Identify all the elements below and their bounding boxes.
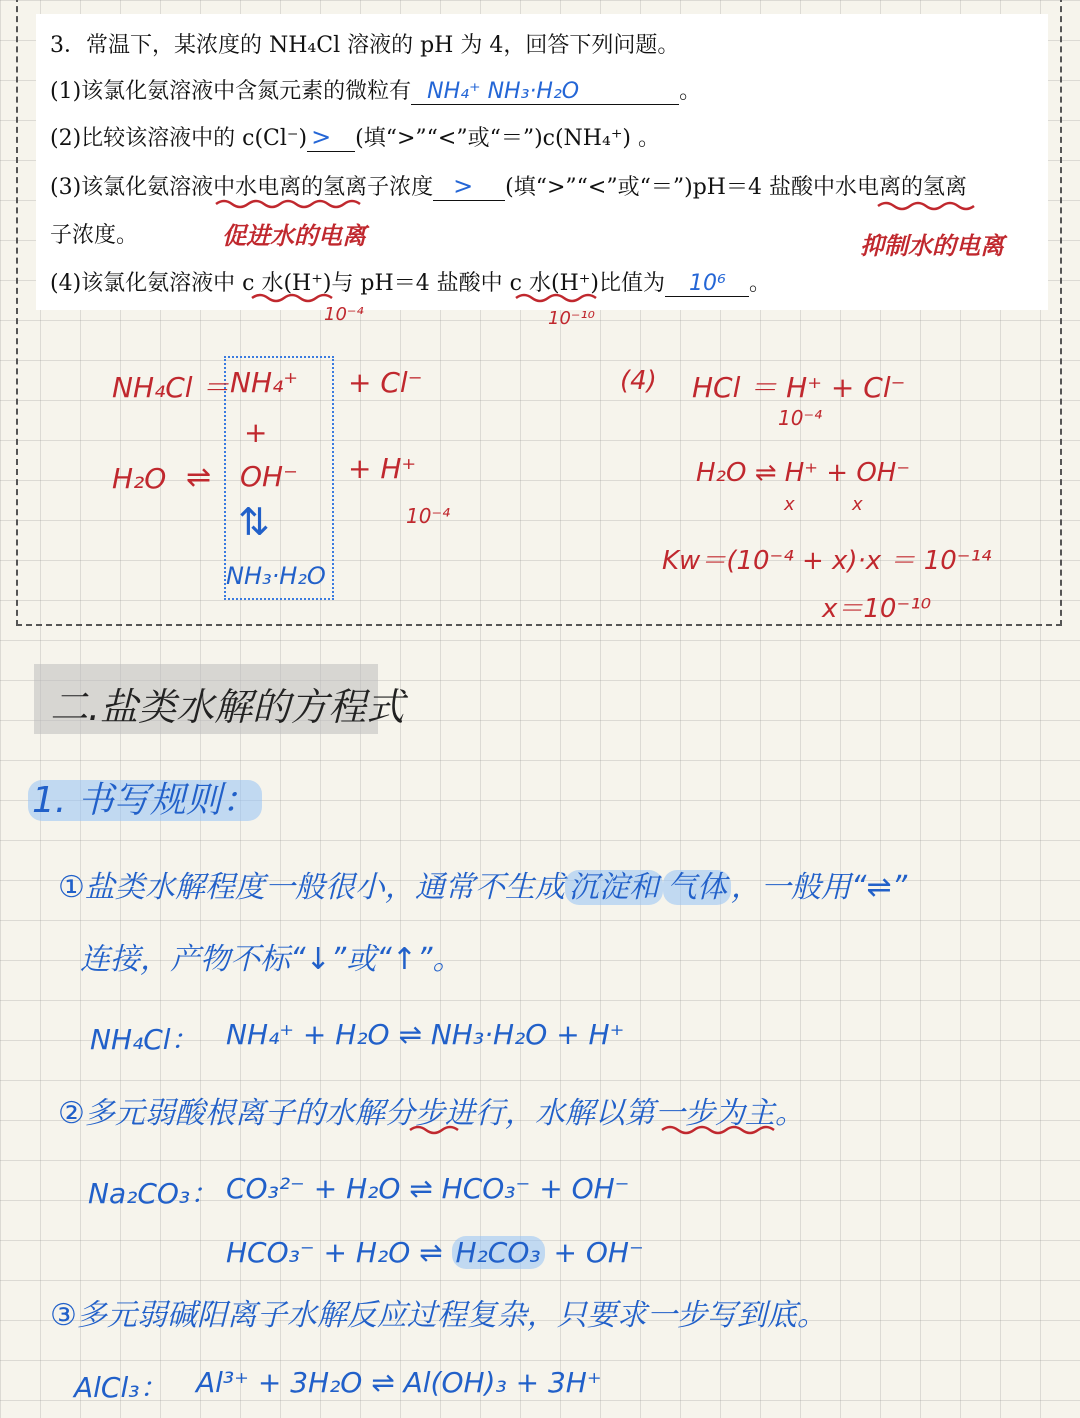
example-1-equation: NH₄⁺ + H₂O ⇌ NH₃·H₂O + H⁺ <box>226 1018 625 1051</box>
work-right-label: (4) <box>620 366 657 396</box>
annotation-promote: 促进水的电离 <box>222 222 366 250</box>
work-right-eq2: H₂O ⇌ H⁺ + OH⁻ <box>696 458 911 488</box>
q4-text: (4)该氯化氨溶液中 c 水(H⁺)与 pH＝4 盐酸中 c 水(H⁺)比值为 <box>50 271 665 296</box>
work-right-x1: x <box>784 494 795 515</box>
work-right-eq1: HCl ＝ H⁺ + Cl⁻ <box>692 371 906 404</box>
work-right-x2: x <box>852 494 863 515</box>
annotation-inhibit: 抑制水的电离 <box>860 232 1004 260</box>
annotation-value-2: 10⁻¹⁰ <box>548 308 595 329</box>
squiggle-underline <box>250 290 340 304</box>
example-1-label: NH₄Cl： <box>90 1023 199 1056</box>
work-h2o: H₂O <box>112 462 167 495</box>
q2-answer: > <box>311 123 332 151</box>
q2-end: (填“>”“<”或“＝”)c(NH₄⁺) 。 <box>355 126 661 151</box>
squiggle-underline <box>514 290 604 304</box>
work-right-kw: Kw＝(10⁻⁴ + x)·x ＝ 10⁻¹⁴ <box>662 546 992 576</box>
section-title: 二.盐类水解的方程式 <box>50 685 405 729</box>
work-nh4: NH₄⁺ <box>230 366 299 399</box>
q1-blank <box>411 79 679 105</box>
example-2-equation-2: HCO₃⁻ + H₂O ⇌ H₂CO₃ + OH⁻ <box>226 1236 644 1269</box>
q3-end: (填“>”“<”或“＝”)pH＝4 盐酸中水电离的氢离 <box>505 175 967 200</box>
question-part-3 <box>50 170 967 201</box>
question-part-2 <box>50 121 660 152</box>
example-2-equation-1: CO₃²⁻ + H₂O ⇌ HCO₃⁻ + OH⁻ <box>226 1172 630 1205</box>
q4-blank <box>665 271 749 297</box>
q3-blank <box>433 172 505 201</box>
rule-title: 1. 书写规则： <box>28 772 262 823</box>
example-3-equation: Al³⁺ + 3H₂O ⇌ Al(OH)₃ + 3H⁺ <box>196 1366 602 1399</box>
question-part-4 <box>50 266 771 297</box>
example-2-label: Na₂CO₃： <box>88 1177 219 1210</box>
example-3-label: AlCl₃： <box>74 1371 168 1404</box>
work-right-solution: x＝10⁻¹⁰ <box>822 594 932 624</box>
work-plus: + <box>244 416 268 449</box>
work-oh: OH⁻ <box>240 460 298 493</box>
q3-text: (3)该氯化氨溶液中水电离的氢离子浓度 <box>50 175 434 200</box>
q1-answer: NH₄⁺ NH₃·H₂O <box>427 79 580 104</box>
work-nh3h2o: NH₃·H₂O <box>226 562 326 590</box>
work-right-eq1-value: 10⁻⁴ <box>778 406 823 430</box>
q4-end: 。 <box>748 271 771 296</box>
rule-1: ①盐类水解程度一般很小，通常不生成 沉淀和 气体 ，一般用“⇌” <box>58 870 908 905</box>
rule-1-line-2: 连接，产物不标“↓”或“↑”。 <box>80 942 463 977</box>
q2-text: (2)比较该溶液中的 c(Cl⁻) <box>50 126 308 151</box>
work-cl: + Cl⁻ <box>348 366 423 399</box>
equilibrium-arrows-icon: ⇅ <box>238 500 270 544</box>
squiggle-underline <box>408 1122 468 1136</box>
q4-answer: 10⁶ <box>688 271 726 296</box>
q1-end: 。 <box>679 79 702 104</box>
question-part-1 <box>50 74 701 105</box>
annotation-value-1: 10⁻⁴ <box>324 304 364 325</box>
rule-3: ③多元弱碱阳离子水解反应过程复杂，只要求一步写到底。 <box>50 1298 827 1333</box>
q1-text: (1)该氯化氨溶液中含氮元素的微粒有 <box>50 79 412 104</box>
work-h-plus: + H⁺ <box>348 452 417 485</box>
work-h-value: 10⁻⁴ <box>406 504 451 528</box>
work-eq1-left: NH₄Cl ＝ <box>112 371 230 404</box>
q2-blank <box>307 123 355 152</box>
squiggle-underline <box>660 1122 784 1136</box>
work-eq-arrow: ⇌ <box>186 460 212 495</box>
rule-2: ②多元弱酸根离子的水解分步进行，水解以第一步为主。 <box>58 1096 805 1131</box>
q3-continuation: 子浓度。 <box>50 223 139 248</box>
squiggle-underline <box>876 198 976 212</box>
question-title: 3．常温下，某浓度的 NH₄Cl 溶液的 pH 为 4，回答下列问题。 <box>50 33 680 58</box>
squiggle-underline <box>214 196 364 210</box>
q3-answer: > <box>453 172 474 200</box>
